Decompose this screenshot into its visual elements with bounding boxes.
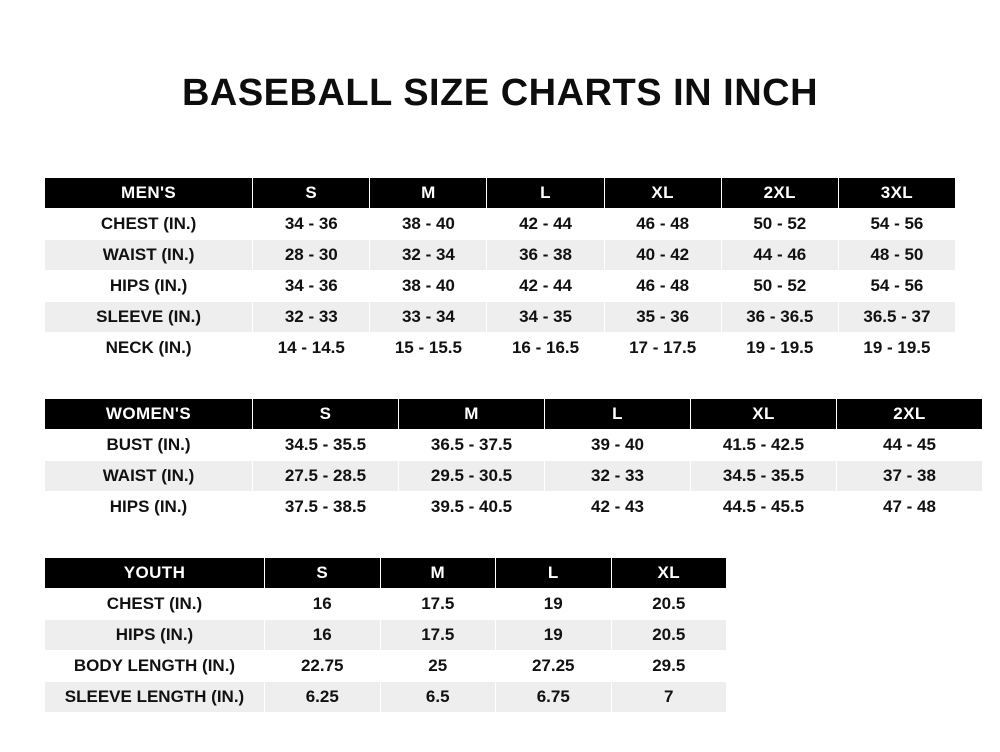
column-header: 2XL [721,178,838,209]
column-header: MEN'S [45,178,253,209]
table-cell: 42 - 43 [545,492,691,523]
table-cell: 14 - 14.5 [253,333,370,364]
row-label: SLEEVE LENGTH (IN.) [45,682,265,713]
table-cell: 39 - 40 [545,430,691,461]
column-header: M [380,558,496,589]
table-cell: 29.5 - 30.5 [399,461,545,492]
table-cell: 34 - 35 [487,302,604,333]
table-cell: 32 - 33 [253,302,370,333]
table-row [45,240,956,271]
table-cell: 17.5 [380,620,496,651]
table-cell: 34.5 - 35.5 [253,430,399,461]
table-cell: 32 - 33 [545,461,691,492]
column-header: M [370,178,487,209]
table-cell: 46 - 48 [604,209,721,240]
table-cell: 42 - 44 [487,271,604,302]
table-cell: 47 - 48 [837,492,983,523]
table-cell: 6.5 [380,682,496,713]
column-header: XL [604,178,721,209]
row-label: WAIST (IN.) [45,240,253,271]
table-cell: 19 - 19.5 [721,333,838,364]
table-header-row [45,399,983,430]
column-header: M [399,399,545,430]
table-cell: 54 - 56 [838,209,955,240]
table-row [45,209,956,240]
row-label: HIPS (IN.) [45,492,253,523]
table-row [45,302,956,333]
table-cell: 35 - 36 [604,302,721,333]
column-header: S [253,178,370,209]
table-cell: 25 [380,651,496,682]
table-cell: 44 - 45 [837,430,983,461]
row-label: SLEEVE (IN.) [45,302,253,333]
row-label: CHEST (IN.) [45,589,265,620]
row-label: CHEST (IN.) [45,209,253,240]
table-cell: 33 - 34 [370,302,487,333]
column-header: S [253,399,399,430]
mens-size-table [44,177,956,364]
column-header: XL [691,399,837,430]
table-cell: 15 - 15.5 [370,333,487,364]
table-cell: 20.5 [611,620,727,651]
table-cell: 36 - 36.5 [721,302,838,333]
table-cell: 34 - 36 [253,271,370,302]
column-header: 3XL [838,178,955,209]
table-cell: 17 - 17.5 [604,333,721,364]
row-label: HIPS (IN.) [45,620,265,651]
table-cell: 50 - 52 [721,209,838,240]
table-cell: 36.5 - 37.5 [399,430,545,461]
column-header: L [545,399,691,430]
table-cell: 16 [265,620,381,651]
table-cell: 42 - 44 [487,209,604,240]
table-cell: 39.5 - 40.5 [399,492,545,523]
table-spacer [44,364,956,398]
tables-container [0,177,1000,713]
table-cell: 37 - 38 [837,461,983,492]
table-cell: 36.5 - 37 [838,302,955,333]
table-cell: 28 - 30 [253,240,370,271]
table-cell: 38 - 40 [370,209,487,240]
table-header-row [45,178,956,209]
table-cell: 6.25 [265,682,381,713]
page-title: BASEBALL SIZE CHARTS IN INCH [181,72,819,114]
column-header: XL [611,558,727,589]
column-header: L [496,558,612,589]
row-label: BODY LENGTH (IN.) [45,651,265,682]
table-cell: 38 - 40 [370,271,487,302]
table-cell: 48 - 50 [838,240,955,271]
table-cell: 50 - 52 [721,271,838,302]
table-cell: 16 [265,589,381,620]
table-row [45,492,983,523]
table-cell: 29.5 [611,651,727,682]
table-cell: 46 - 48 [604,271,721,302]
table-cell: 34 - 36 [253,209,370,240]
table-row [45,620,727,651]
table-cell: 20.5 [611,589,727,620]
table-row [45,271,956,302]
table-row [45,589,727,620]
column-header: L [487,178,604,209]
table-row [45,682,727,713]
table-cell: 44 - 46 [721,240,838,271]
table-cell: 6.75 [496,682,612,713]
row-label: BUST (IN.) [45,430,253,461]
table-cell: 40 - 42 [604,240,721,271]
table-cell: 19 - 19.5 [838,333,955,364]
table-row [45,430,983,461]
table-row [45,333,956,364]
table-cell: 37.5 - 38.5 [253,492,399,523]
table-cell: 34.5 - 35.5 [691,461,837,492]
table-cell: 44.5 - 45.5 [691,492,837,523]
table-cell: 19 [496,589,612,620]
table-row [45,651,727,682]
table-cell: 36 - 38 [487,240,604,271]
table-cell: 54 - 56 [838,271,955,302]
title-spacer [0,115,1000,177]
table-cell: 27.5 - 28.5 [253,461,399,492]
table-cell: 7 [611,682,727,713]
column-header: WOMEN'S [45,399,253,430]
table-cell: 27.25 [496,651,612,682]
column-header: 2XL [837,399,983,430]
table-row [45,461,983,492]
table-cell: 19 [496,620,612,651]
table-cell: 16 - 16.5 [487,333,604,364]
row-label: WAIST (IN.) [45,461,253,492]
row-label: NECK (IN.) [45,333,253,364]
row-label: HIPS (IN.) [45,271,253,302]
table-header-row [45,558,727,589]
table-cell: 32 - 34 [370,240,487,271]
youth-size-table [44,557,727,713]
column-header: S [265,558,381,589]
table-cell: 22.75 [265,651,381,682]
table-cell: 41.5 - 42.5 [691,430,837,461]
column-header: YOUTH [45,558,265,589]
table-spacer [44,523,956,557]
table-cell: 17.5 [380,589,496,620]
womens-size-table [44,398,983,523]
